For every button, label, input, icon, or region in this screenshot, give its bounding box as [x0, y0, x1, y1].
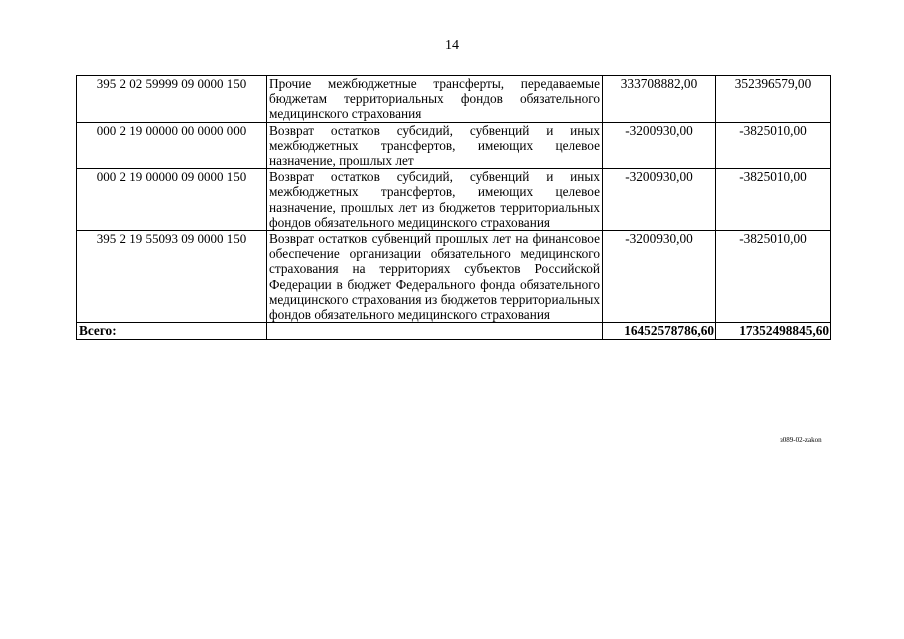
total-empty-cell — [267, 323, 603, 340]
revenue-name-cell: Возврат остатков субвенций прошлых лет на финансовое обеспечение организации обязательного медицинского страхования на территориях субъектов Российской Федерации в бюджет Федерального фонда обязательного медицинского страхования из бюджетов территориальных фондов обязательного медицинского страхования — [267, 231, 603, 323]
total-label: Всего: — [77, 323, 267, 340]
total-year2-amount: 17352498845,60 — [716, 323, 831, 340]
document-code: з089-02-zakon — [780, 436, 822, 444]
budget-code-cell: 395 2 19 55093 09 0000 150 — [77, 231, 267, 323]
year1-amount-cell: -3200930,00 — [603, 169, 716, 231]
page-number: 14 — [445, 38, 459, 53]
year1-amount-cell: -3200930,00 — [603, 122, 716, 169]
budget-code-cell: 000 2 19 00000 09 0000 150 — [77, 169, 267, 231]
year2-amount-cell: -3825010,00 — [716, 169, 831, 231]
revenue-name-cell: Прочие межбюджетные трансферты, передаваемые бюджетам территориальных фондов обязательного медицинского страхования — [267, 76, 603, 123]
year2-amount-cell: -3825010,00 — [716, 231, 831, 323]
budget-code-cell: 395 2 02 59999 09 0000 150 — [77, 76, 267, 123]
total-row — [77, 323, 831, 340]
year2-amount-cell: -3825010,00 — [716, 122, 831, 169]
revenue-name-cell: Возврат остатков субсидий, субвенций и иных межбюджетных трансфертов, имеющих целевое назначение, прошлых лет — [267, 122, 603, 169]
table-row — [77, 76, 831, 123]
budget-revenue-table — [76, 75, 831, 340]
total-year1-amount: 16452578786,60 — [603, 323, 716, 340]
year1-amount-cell: 333708882,00 — [603, 76, 716, 123]
year2-amount-cell: 352396579,00 — [716, 76, 831, 123]
year1-amount-cell: -3200930,00 — [603, 231, 716, 323]
budget-code-cell: 000 2 19 00000 00 0000 000 — [77, 122, 267, 169]
table-row — [77, 231, 831, 323]
table-row — [77, 169, 831, 231]
table-row — [77, 122, 831, 169]
revenue-name-cell: Возврат остатков субсидий, субвенций и иных межбюджетных трансфертов, имеющих целевое назначение, прошлых лет из бюджетов территориальных фондов обязательного медицинского страхования — [267, 169, 603, 231]
